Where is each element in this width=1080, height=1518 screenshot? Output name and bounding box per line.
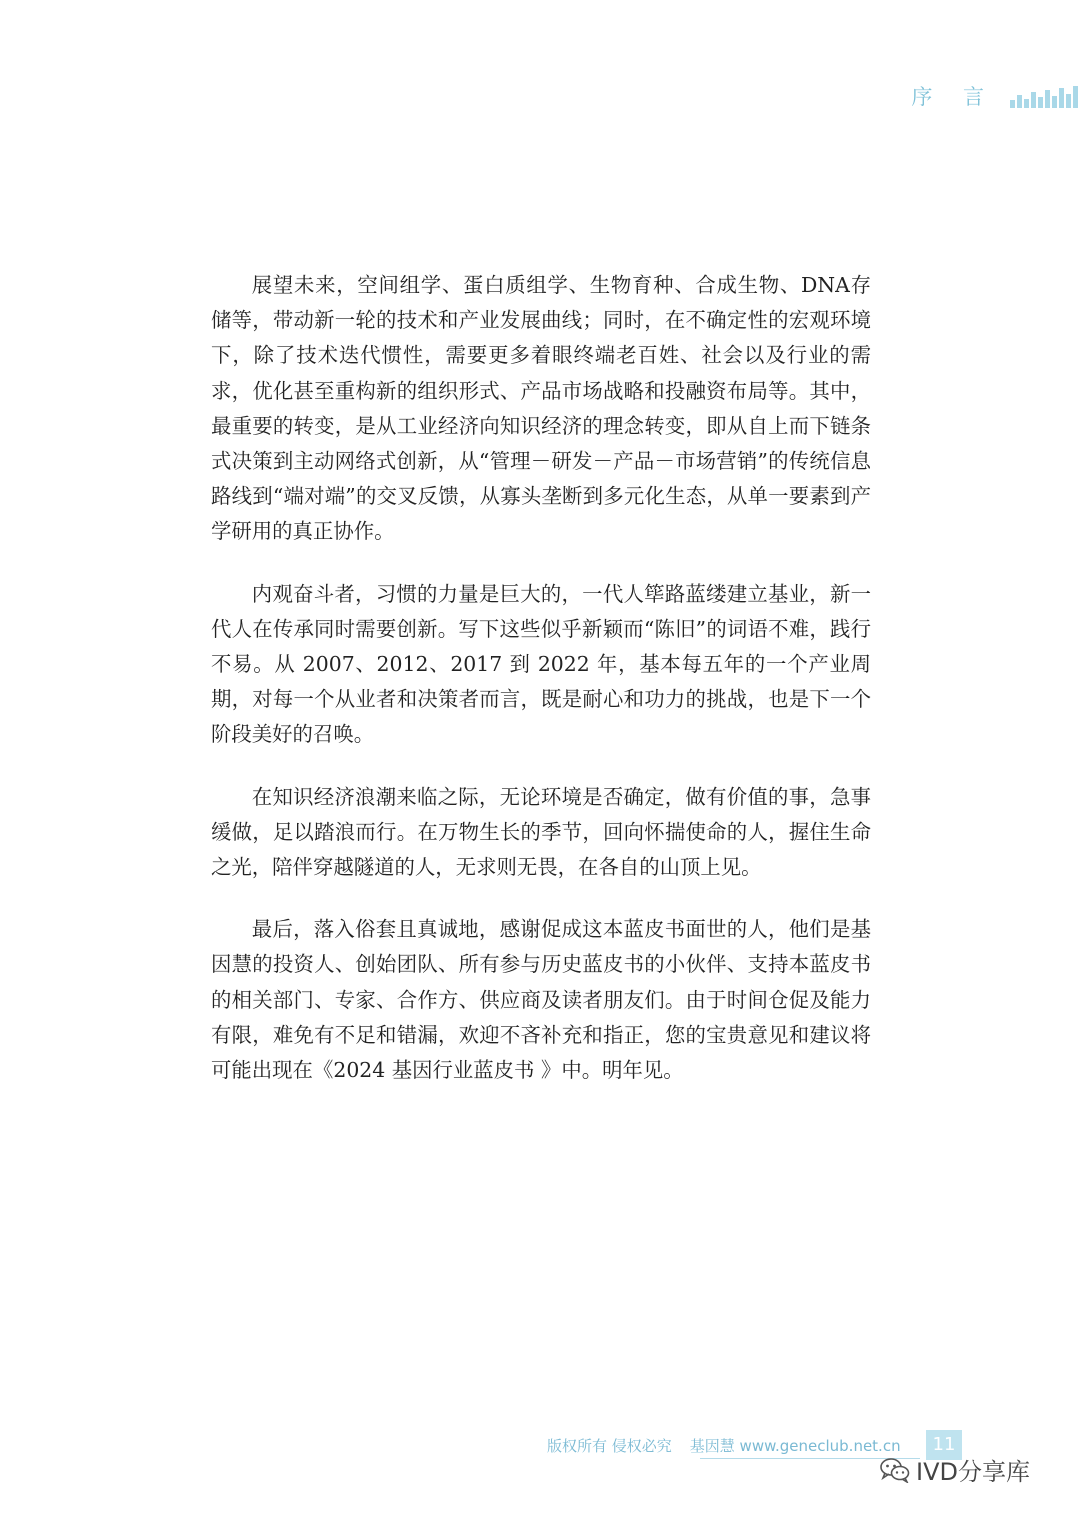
wechat-icon: [880, 1457, 910, 1483]
page-header: [911, 82, 1080, 110]
header-bars-decoration: [1010, 84, 1080, 108]
section-title: 序 言: [911, 85, 996, 109]
preface-body: [211, 268, 871, 1115]
watermark-text: IVD分享库: [916, 1458, 1030, 1486]
page-number: 11: [926, 1430, 962, 1460]
footer-text: [547, 1435, 901, 1456]
paragraph-3: 在知识经济浪潮来临之际，无论环境是否确定，做有价值的事，急事缓做，足以踏浪而行。在万物生长的季节，回向怀揣使命的人，握住生命之光，陪伴穿越隧道的人，无求则无畏，在各自的山顶上见。: [211, 784, 871, 880]
paragraph-2: 内观奋斗者，习惯的力量是巨大的，一代人筚路蓝缕建立基业，新一代人在传承同时需要创新。写下这些似乎新颖而“陈旧”的词语不难，践行不易。从 2007、2012、2017 到 2022 年，基本每五年的一个产业周期，对每一个从业者和决策者而言，既是耐心和功力的挑战，也是下一个阶段美好的召唤。: [211, 581, 871, 747]
brand-website: 基因慧 www.geneclub.net.cn: [689, 1437, 901, 1455]
copyright-notice: 版权所有 侵权必究: [547, 1437, 672, 1455]
paragraph-4: 最后，落入俗套且真诚地，感谢促成这本蓝皮书面世的人，他们是基因慧的投资人、创始团队、所有参与历史蓝皮书的小伙伴、支持本蓝皮书的相关部门、专家、合作方、供应商及读者朋友们。由于时间仓促及能力有限，难免有不足和错漏，欢迎不吝补充和指正，您的宝贵意见和建议将可能出现在《2024 基因行业蓝皮书 》中。明年见。: [211, 917, 871, 1083]
watermark: [880, 1452, 1030, 1487]
paragraph-1: 展望未来，空间组学、蛋白质组学、生物育种、合成生物、DNA存储等，带动新一轮的技术和产业发展曲线；同时，在不确定性的宏观环境下，除了技术迭代惯性，需要更多着眼终端老百姓、社会以及行业的需求，优化甚至重构新的组织形式、产品市场战略和投融资布局等。其中，最重要的转变，是从工业经济向知识经济的理念转变，即从自上而下链条式决策到主动网络式创新，从“管理－研发－产品－市场营销”的传统信息路线到“端对端”的交叉反馈，从寡头垄断到多元化生态，从单一要素到产学研用的真正协作。: [211, 273, 871, 544]
